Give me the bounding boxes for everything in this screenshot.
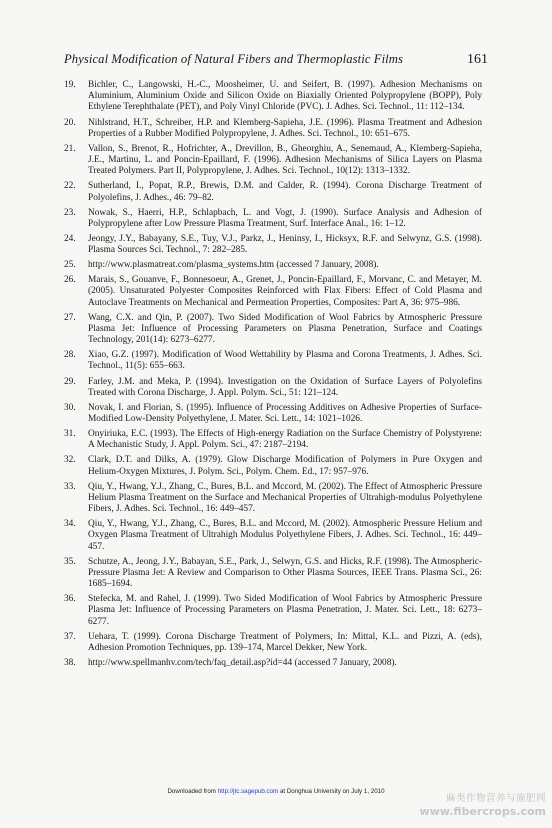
watermark-chinese: 麻类作物营养与施肥网: [445, 793, 546, 804]
reference-text: Schutze, A., Jeong, J.Y., Babayan, S.E., Park, J., Selwyn, G.S. and Hicks, R.F. (1998). The Atmospheric-Pressure Plasma Jet: A Review and Comparison to Other Plasma Sources, IEEE Trans. Plasma Sci., 26: 1685–1694.: [88, 556, 482, 590]
reference-item: [64, 260, 482, 271]
reference-number: 37.: [64, 631, 76, 642]
reference-text: Sutherland, I., Popat, R.P., Brewis, D.M. and Calder, R. (1994). Corona Discharge Treatment of Polyolefins, J. Adhes., 46: 79–82.: [88, 181, 482, 203]
reference-item: [64, 275, 482, 309]
reference-number: 34.: [64, 519, 76, 530]
reference-item: [64, 594, 482, 628]
reference-text: Novak, I. and Florian, S. (1995). Influence of Processing Additives on Adhesive Properties of Surface-Modified Low-Density Polyethylene, J. Mater. Sci. Lett., 14: 1021–1026.: [88, 402, 482, 425]
reference-item: [64, 519, 482, 553]
reference-number: 35.: [64, 556, 76, 567]
reference-item: [64, 234, 482, 256]
reference-number: 31.: [64, 429, 76, 440]
reference-text: Farley, J.M. and Meka, P. (1994). Investigation on the Oxidation of Surface Layers of Polyolefins Treated with Corona Discharge, J. Appl. Polym. Sci., 51: 121–124.: [88, 376, 482, 398]
reference-item: [64, 313, 482, 347]
reference-number: 22.: [64, 181, 76, 192]
reference-item: [64, 429, 482, 451]
reference-item: [64, 455, 482, 477]
reference-item: [64, 118, 482, 140]
reference-number: 23.: [64, 207, 76, 218]
reference-text: Qiu, Y., Hwang, Y.J., Zhang, C., Bures, B.L. and Mccord, M. (2002). The Effect of Atmospheric Pressure Helium Plasma Treatment on the Surface and Mechanical Properties of Ultrahigh-modulus Polyethylene Fibers, J. Adhes. Sci. Technol., 16: 449–457.: [88, 481, 482, 515]
reference-item: [64, 350, 482, 372]
reference-number: 21.: [64, 143, 76, 154]
reference-list: [64, 80, 482, 673]
reference-text: http://www.spellmanhv.com/tech/faq_detail.asp?id=44 (accessed 7 January, 2008).: [88, 658, 397, 669]
reference-item: [64, 144, 482, 178]
reference-number: 28.: [64, 350, 76, 361]
reference-text: Onyiriuka, E.C. (1993). The Effects of High-energy Radiation on the Surface Chemistry of Polystyrene: A Mechanistic Study, J. Appl. Polym. Sci., 47: 2187–2194.: [88, 429, 482, 451]
reference-number: 26.: [64, 275, 76, 286]
reference-item: [64, 208, 482, 230]
reference-item: [64, 482, 482, 516]
reference-item: [64, 403, 482, 425]
reference-item: [64, 377, 482, 399]
reference-text: Wang, C.X. and Qin, P. (2007). Two Sided Modification of Wool Fabrics by Atmospheric Pressure Plasma Jet: Influence of Processing Parameters on Plasma Penetration, Surface and Coatings Technology, 201(14): 6273–6277.: [88, 312, 482, 346]
reference-text: Bichler, C., Langowski, H.-C., Moosheimer, U. and Seifert, B. (1997). Adhesion Mechanisms on Aluminium, Aluminium Oxide and Silicon Oxide on Biaxially Oriented Polypropylene (BOPP), Poly Ethylene Terephthalate (PET), and Poly Vinyl Chloride (PVC). J. Adhes. Sci. Technol., 11: 112–134.: [88, 80, 482, 113]
reference-number: 27.: [64, 312, 76, 323]
footer-suffix: at Donghua University on July 1, 2010: [278, 788, 385, 795]
reference-text: Vallon, S., Brenot, R., Hofrichter, A., Drevillon, B., Gheorghiu, A., Senemaud, A., Klemberg-Sapieha, J.E., Martinu, L. and Poncin-Epaillard, F. (1996). Adhesion Mechanisms of Silica Layers on Plasma Treated Polymers. Part II, Polypropylene, J. Adhes. Sci. Technol., 10(12): 1313–1332.: [88, 143, 482, 177]
reference-number: 20.: [64, 117, 76, 128]
footer-prefix: Downloaded from: [167, 788, 218, 795]
reference-text: Stefecka, M. and Rahel, J. (1999). Two Sided Modification of Wool Fabrics by Atmospheric Pressure Plasma Jet: Influence of Processing Parameters on Plasma Penetration, J. Mater. Sci. Lett., 18: 6273–6277.: [88, 594, 482, 627]
reference-number: 29.: [64, 376, 76, 387]
reference-number: 32.: [64, 455, 76, 466]
footer-link[interactable]: http://jtc.sagepub.com: [217, 788, 279, 795]
reference-text: Uehara, T. (1999). Corona Discharge Treatment of Polymers, In: Mittal, K.L. and Pizzi, A. (eds), Adhesion Promotion Techniques, pp. 139–174, Marcel Dekker, New York.: [88, 631, 482, 653]
reference-text: Clark, D.T. and Dilks, A. (1979). Glow Discharge Modification of Polymers in Pure Oxygen and Helium-Oxygen Mixtures, J. Polym. Sci., Polym. Chem. Ed., 17: 957–976.: [88, 455, 482, 477]
reference-number: 25.: [64, 260, 76, 271]
reference-text: Qiu, Y., Hwang, Y.J., Zhang, C., Bures, B.L. and Mccord, M. (2002). Atmospheric Pressure Helium and Oxygen Plasma Treatment of Ultrahigh Modulus Polyethylene Fibers, J. Adhes. Sci. Technol., 16: 449–457.: [88, 519, 482, 552]
reference-number: 24.: [64, 233, 76, 244]
watermark-url: www.fibercrops.com: [419, 805, 546, 818]
reference-item: [64, 181, 482, 203]
reference-item: [64, 557, 482, 591]
running-title: Physical Modification of Natural Fibers and Thermoplastic Films: [64, 52, 403, 66]
reference-text: Jeongy, J.Y., Babayany, S.E., Tuy, V.J., Parkz, J., Heninsy, I., Hicksyx, R.F. and Selwynz, G.S. (1998). Plasma Sources Sci. Technol., 7: 282–285.: [88, 233, 482, 256]
page-number: 161: [467, 52, 488, 67]
reference-item: [64, 632, 482, 654]
reference-text: Marais, S., Gouanve, F., Bonnesoeur, A., Grenet, J., Poncin-Epaillard, F., Morvanc, C. and Metayer, M. (2005). Unsaturated Polyester Composites Reinforced with Flax Fibers: Effect of Cold Plasma and Autoclave Treatments on Mechanical and Permeation Properties, Composites: Part A, 36: 975–986.: [88, 275, 482, 308]
running-head: [64, 52, 488, 68]
reference-text: http://www.plasmatreat.com/plasma_systems.htm (accessed 7 January, 2008).: [88, 260, 379, 271]
reference-number: 33.: [64, 481, 76, 492]
reference-number: 38.: [64, 658, 76, 669]
reference-item: [64, 80, 482, 114]
reference-number: 36.: [64, 594, 76, 605]
reference-text: Nowak, S., Haerri, H.P., Schlapbach, L. and Vogt, J. (1990). Surface Analysis and Adhesion of Polypropylene after Low Pressure Plasma Treatment, Surf. Interface Anal., 16: 1–12.: [88, 207, 482, 229]
reference-number: 30.: [64, 402, 76, 413]
reference-text: Xiao, G.Z. (1997). Modification of Wood Wettability by Plasma and Corona Treatments, J. Adhes. Sci. Technol., 11(5): 655–663.: [88, 350, 482, 372]
reference-number: 19.: [64, 80, 76, 90]
reference-item: [64, 658, 482, 669]
reference-text: Nihlstrand, H.T., Schreiber, H.P. and Klemberg-Sapieha, J.E. (1996). Plasma Treatment and Adhesion Properties of a Rubber Modified Polypropylene, J. Adhes. Sci. Technol., 10: 651–675.: [88, 117, 482, 139]
